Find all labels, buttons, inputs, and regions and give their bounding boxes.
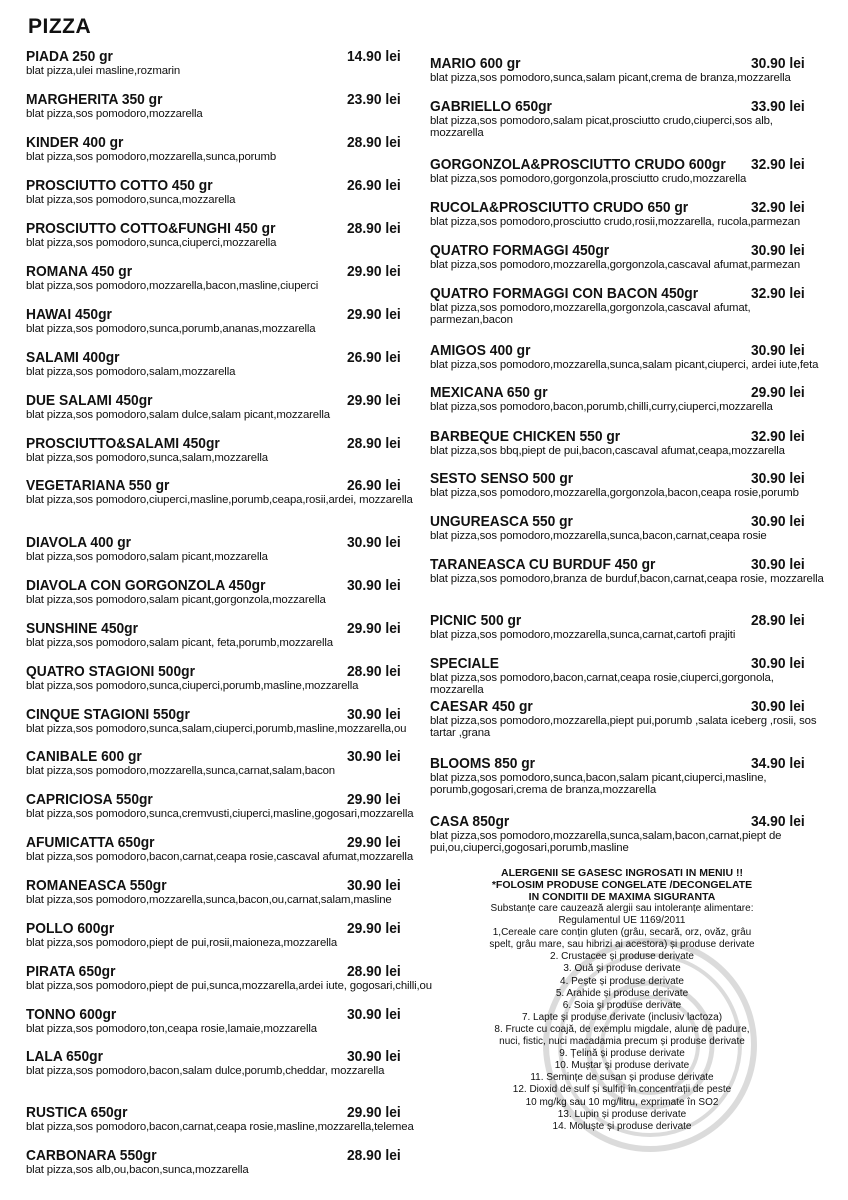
menu-item-price: 30.90 lei (347, 1048, 401, 1065)
menu-item-name: PROSCIUTTO COTTO&FUNGHI 450 gr (26, 220, 276, 237)
menu-item (26, 392, 446, 421)
menu-item-price: 30.90 lei (751, 242, 805, 259)
allergen-line: 4. Pește și produse derivate (560, 975, 684, 987)
menu-item-description: blat pizza,sos pomodoro,mozzarella,piept pui,porumb ,salata iceberg ,rosii, sos tartar ,grana (430, 715, 817, 739)
menu-item-description: blat pizza,sos pomodoro,bacon,porumb,chilli,curry,ciuperci,mozzarella (430, 401, 773, 413)
menu-item (26, 177, 446, 206)
menu-item-name: TONNO 600gr (26, 1006, 117, 1023)
menu-item-name: TARANEASCA CU BURDUF 450 gr (430, 556, 656, 573)
allergen-line: 3. Ouă și produse derivate (563, 963, 681, 975)
menu-item-price: 29.90 lei (347, 1104, 401, 1121)
menu-item-description: blat pizza,sos pomodoro,sunca,porumb,ananas,mozzarella (26, 323, 316, 335)
menu-item-name: LALA 650gr (26, 1048, 103, 1065)
menu-item (26, 477, 446, 506)
menu-item (26, 1006, 446, 1035)
menu-item (430, 98, 828, 139)
menu-item (430, 470, 828, 499)
menu-item-price: 29.90 lei (347, 920, 401, 937)
menu-item-price: 29.90 lei (347, 392, 401, 409)
menu-item (430, 755, 828, 796)
menu-item-description: blat pizza,sos pomodoro,mozzarella (26, 108, 203, 120)
menu-item (430, 655, 828, 696)
menu-item-price: 23.90 lei (347, 91, 401, 108)
menu-item-price: 29.90 lei (347, 791, 401, 808)
menu-item-price: 30.90 lei (751, 655, 805, 672)
menu-item-description: blat pizza,sos pomodoro,mozzarella,sunca,salam picant,ciuperci, ardei iute,feta (430, 359, 819, 371)
menu-item-price: 29.90 lei (347, 306, 401, 323)
menu-item-description: blat pizza,sos pomodoro,salam picant, feta,porumb,mozzarella (26, 637, 333, 649)
menu-item-description: blat pizza,sos pomodoro,ciuperci,masline,porumb,ceapa,rosii,ardei, mozzarella (26, 494, 413, 506)
menu-item-name: VEGETARIANA 550 gr (26, 477, 170, 494)
menu-item-description: blat pizza,sos pomodoro,sunca,salam picant,crema de branza,mozzarella (430, 72, 791, 84)
menu-item-name: AMIGOS 400 gr (430, 342, 531, 359)
menu-item (26, 349, 446, 378)
menu-item-description: blat pizza,sos pomodoro,salam picant,gorgonzola,mozzarella (26, 594, 326, 606)
menu-item-name: CINQUE STAGIONI 550gr (26, 706, 190, 723)
menu-item (26, 963, 446, 992)
menu-item-name: ROMANA 450 gr (26, 263, 133, 280)
menu-item-description: blat pizza,sos pomodoro,prosciutto crudo,rosii,mozzarella, rucola,parmezan (430, 216, 801, 228)
menu-item (430, 199, 828, 228)
menu-item (26, 1147, 446, 1176)
menu-item (26, 1104, 446, 1133)
menu-item-price: 29.90 lei (347, 263, 401, 280)
menu-item-description: blat pizza,sos pomodoro,bacon,carnat,ceapa rosie,masline,mozzarella,telemea (26, 1121, 414, 1133)
menu-item (26, 920, 446, 949)
menu-item-price: 14.90 lei (347, 48, 401, 65)
menu-item (430, 698, 828, 739)
menu-item-name: POLLO 600gr (26, 920, 115, 937)
menu-item-description: blat pizza,sos pomodoro,salam,mozzarella (26, 366, 236, 378)
menu-item (430, 556, 828, 585)
menu-item-name: SALAMI 400gr (26, 349, 120, 366)
menu-item-price: 28.90 lei (347, 963, 401, 980)
menu-item-price: 26.90 lei (347, 477, 401, 494)
menu-item-description: blat pizza,sos pomodoro,bacon,salam dulce,porumb,cheddar, mozzarella (26, 1065, 385, 1077)
menu-item-description: blat pizza,sos pomodoro,sunca,ciuperci,porumb,masline,mozzarella (26, 680, 359, 692)
menu-item-description: blat pizza,sos pomodoro,mozzarella,sunca,carnat,salam,bacon (26, 765, 335, 777)
menu-item (430, 384, 828, 413)
menu-item-name: PICNIC 500 gr (430, 612, 522, 629)
menu-item-name: HAWAI 450gr (26, 306, 112, 323)
menu-item-name: CASA 850gr (430, 813, 510, 830)
menu-item-price: 29.90 lei (347, 834, 401, 851)
allergen-line: nuci, fistic, nuci macadamia precum și produse derivate (499, 1036, 745, 1048)
menu-item-price: 30.90 lei (347, 706, 401, 723)
menu-item-name: PROSCIUTTO COTTO 450 gr (26, 177, 213, 194)
menu-item (430, 428, 828, 457)
menu-item-price: 30.90 lei (347, 748, 401, 765)
menu-item (26, 263, 446, 292)
menu-item (26, 48, 446, 77)
menu-item-price: 34.90 lei (751, 813, 805, 830)
menu-item-price: 30.90 lei (347, 534, 401, 551)
menu-item-name: SPECIALE (430, 655, 500, 672)
menu-item-name: DIAVOLA 400 gr (26, 534, 132, 551)
menu-item (430, 612, 828, 641)
menu-item-price: 30.90 lei (347, 577, 401, 594)
menu-item-description: blat pizza,sos pomodoro,mozzarella,sunca,bacon,ou,carnat,salam,masline (26, 894, 392, 906)
menu-item-name: KINDER 400 gr (26, 134, 124, 151)
allergen-notice (430, 867, 814, 1133)
menu-item-name: QUATRO FORMAGGI 450gr (430, 242, 610, 259)
menu-item (26, 306, 446, 335)
menu-item-name: DIAVOLA CON GORGONZOLA 450gr (26, 577, 266, 594)
menu-item-price: 32.90 lei (751, 285, 805, 302)
menu-item-description: blat pizza,sos pomodoro,bacon,carnat,ceapa rosie,cascaval afumat,mozzarella (26, 851, 414, 863)
menu-item-price: 30.90 lei (751, 556, 805, 573)
menu-item-description: blat pizza,sos bbq,piept de pui,bacon,cascaval afumat,ceapa,mozzarella (430, 445, 785, 457)
allergen-line: 9. Țelină și produse derivate (559, 1048, 685, 1060)
menu-item-price: 28.90 lei (347, 663, 401, 680)
menu-item-price: 30.90 lei (347, 1006, 401, 1023)
menu-item-description: blat pizza,sos pomodoro,mozzarella,sunca,bacon,carnat,ceapa rosie (430, 530, 767, 542)
menu-item (430, 513, 828, 542)
menu-item (26, 577, 446, 606)
menu-item-name: ROMANEASCA 550gr (26, 877, 167, 894)
allergen-line: 6. Soia și produse derivate (562, 999, 682, 1011)
allergen-line: 10 mg/kg sau 10 mg/litru, exprimate în SO2 (525, 1096, 719, 1108)
allergen-line: Substanțe care cauzează alergii sau intoleranțe alimentare: (490, 903, 754, 914)
menu-item (26, 663, 446, 692)
menu-item (26, 534, 446, 563)
menu-item-price: 30.90 lei (751, 698, 805, 715)
menu-item-name: UNGUREASCA 550 gr (430, 513, 573, 530)
menu-item-price: 28.90 lei (347, 220, 401, 237)
menu-item-name: BARBEQUE CHICKEN 550 gr (430, 428, 621, 445)
menu-item (26, 791, 446, 820)
menu-item-description: blat pizza,sos pomodoro,piept de pui,sunca,mozzarella,ardei iute, gogosari,chilli,ou (26, 980, 432, 992)
menu-item (26, 620, 446, 649)
allergen-line: Regulamentul UE 1169/2011 (558, 915, 686, 927)
allergen-line: 14. Moluște și produse derivate (552, 1120, 692, 1132)
menu-item (26, 1048, 446, 1077)
allergen-line: 10. Muștar și produse derivate (554, 1060, 690, 1072)
menu-item-name: PIRATA 650gr (26, 963, 116, 980)
allergen-line: 1,Cereale care conțin gluten (grâu, secară, orz, ovăz, grâu (492, 927, 752, 939)
menu-item-description: blat pizza,sos pomodoro,sunca,salam,mozzarella (26, 452, 268, 464)
menu-item-price: 30.90 lei (751, 470, 805, 487)
menu-item-price: 30.90 lei (751, 55, 805, 72)
menu-item-name: BLOOMS 850 gr (430, 755, 536, 772)
menu-item-price: 28.90 lei (347, 1147, 401, 1164)
menu-item (430, 55, 828, 84)
menu-item-name: AFUMICATTA 650gr (26, 834, 155, 851)
menu-item-description: blat pizza,sos pomodoro,mozzarella,sunca,carnat,cartofi prajiti (430, 629, 736, 641)
allergen-line: 12. Dioxid de sulf și sulfiți în concentrații de peste (512, 1084, 732, 1096)
menu-item-description: blat pizza,sos pomodoro,gorgonzola,prosciutto crudo,mozzarella (430, 173, 747, 185)
menu-item-name: SUNSHINE 450gr (26, 620, 138, 637)
menu-item (430, 242, 828, 271)
menu-item-name: GABRIELLO 650gr (430, 98, 552, 115)
menu-item-price: 26.90 lei (347, 177, 401, 194)
menu-item (26, 220, 446, 249)
menu-item-description: blat pizza,sos pomodoro,mozzarella,gorgonzola,bacon,ceapa rosie,porumb (430, 487, 799, 499)
menu-item-name: MARIO 600 gr (430, 55, 521, 72)
allergen-line: 13. Lupin și produse derivate (557, 1108, 687, 1120)
menu-item-description: blat pizza,sos pomodoro,salam picant,mozzarella (26, 551, 268, 563)
menu-item-description: blat pizza,sos pomodoro,branza de burduf,bacon,carnat,ceapa rosie, mozzarella (430, 573, 824, 585)
menu-item-price: 29.90 lei (751, 384, 805, 401)
allergen-line: 5. Arahide și produse derivate (555, 987, 689, 999)
menu-item-description: blat pizza,sos pomodoro,bacon,carnat,ceapa rosie,ciuperci,gorgonola, mozzarella (430, 672, 774, 696)
menu-item-description: blat pizza,sos pomodoro,piept de pui,rosii,maioneza,mozzarella (26, 937, 338, 949)
menu-item-price: 32.90 lei (751, 199, 805, 216)
menu-item-price: 26.90 lei (347, 349, 401, 366)
menu-item-description: blat pizza,sos pomodoro,mozzarella,sunca,salam,bacon,carnat,piept de pui,ou,ciuperci,gogosari,porumb,masline (430, 830, 782, 854)
menu-item-description: blat pizza,sos pomodoro,sunca,bacon,salam picant,ciuperci,masline, porumb,gogosari,crema de branza,mozzarella (430, 772, 767, 796)
menu-item-description: blat pizza,sos pomodoro,mozzarella,gorgonzola,cascaval afumat,parmezan (430, 259, 801, 271)
allergen-bold-line: ALERGENII SE GASESC INGROSATI IN MENIU !! (501, 867, 743, 879)
menu-item-price: 32.90 lei (751, 156, 805, 173)
menu-item-name: RUSTICA 650gr (26, 1104, 128, 1121)
menu-item-name: SESTO SENSO 500 gr (430, 470, 574, 487)
menu-item-name: PROSCIUTTO&SALAMI 450gr (26, 435, 220, 452)
allergen-line: 8. Fructe cu coajă, de exemplu migdale, alune de padure, (494, 1023, 750, 1035)
menu-item-price: 30.90 lei (751, 342, 805, 359)
menu-item-price: 33.90 lei (751, 98, 805, 115)
menu-item (26, 877, 446, 906)
allergen-line: spelt, grâu mare, sau hibrizi ai acestora) și produse derivate (489, 939, 755, 951)
allergen-bold-line: *FOLOSIM PRODUSE CONGELATE /DECONGELATE (491, 879, 753, 891)
menu-item-description: blat pizza,ulei masline,rozmarin (26, 65, 181, 77)
menu-item-name: GORGONZOLA&PROSCIUTTO CRUDO 600gr (430, 156, 726, 173)
menu-item (26, 706, 446, 735)
menu-item-description: blat pizza,sos pomodoro,mozzarella,gorgonzola,cascaval afumat, parmezan,bacon (430, 302, 751, 326)
menu-item-description: blat pizza,sos pomodoro,mozzarella,bacon,masline,ciuperci (26, 280, 319, 292)
menu-item-description: blat pizza,sos pomodoro,salam dulce,salam picant,mozzarella (26, 409, 330, 421)
menu-item (430, 813, 828, 854)
menu-item-price: 30.90 lei (347, 877, 401, 894)
menu-item-description: blat pizza,sos pomodoro,sunca,salam,ciuperci,porumb,masline,mozzarella,ou (26, 723, 407, 735)
menu-item-description: blat pizza,sos pomodoro,sunca,cremvusti,ciuperci,masline,gogosari,mozzarella (26, 808, 414, 820)
menu-item (26, 748, 446, 777)
menu-item (430, 285, 828, 326)
allergen-bold-line: IN CONDITII DE MAXIMA SIGURANTA (528, 891, 716, 903)
menu-item-description: blat pizza,sos pomodoro,sunca,mozzarella (26, 194, 236, 206)
menu-item-name: CANIBALE 600 gr (26, 748, 142, 765)
menu-item-price: 30.90 lei (751, 513, 805, 530)
menu-item-price: 34.90 lei (751, 755, 805, 772)
menu-item-name: CAPRICIOSA 550gr (26, 791, 153, 808)
menu-item-name: PIADA 250 gr (26, 48, 113, 65)
menu-item-description: blat pizza,sos pomodoro,mozzarella,sunca,porumb (26, 151, 277, 163)
menu-item (26, 435, 446, 464)
menu-item-description: blat pizza,sos pomodoro,sunca,ciuperci,mozzarella (26, 237, 277, 249)
menu-item (430, 156, 828, 185)
menu-item-description: blat pizza,sos alb,ou,bacon,sunca,mozzarella (26, 1164, 249, 1176)
allergen-line: 2. Crustacee și produse derivate (550, 951, 694, 963)
menu-item (26, 91, 446, 120)
menu-item-name: CAESAR 450 gr (430, 698, 533, 715)
allergen-line: 11. Semințe de susan și produse derivate (530, 1072, 714, 1084)
menu-item-name: QUATRO STAGIONI 500gr (26, 663, 195, 680)
menu-item-description: blat pizza,sos pomodoro,ton,ceapa rosie,lamaie,mozzarella (26, 1023, 317, 1035)
menu-item-price: 28.90 lei (347, 134, 401, 151)
allergen-line: 7. Lapte și produse derivate (inclusiv lactoza) (521, 1011, 723, 1023)
menu-item-name: MEXICANA 650 gr (430, 384, 548, 401)
menu-item-price: 28.90 lei (751, 612, 805, 629)
menu-item-price: 32.90 lei (751, 428, 805, 445)
menu-item-name: CARBONARA 550gr (26, 1147, 157, 1164)
menu-item (26, 134, 446, 163)
menu-item-description: blat pizza,sos pomodoro,salam picat,prosciutto crudo,ciuperci,sos alb, mozzarella (430, 115, 773, 139)
menu-item-price: 29.90 lei (347, 620, 401, 637)
menu-item (430, 342, 828, 371)
menu-item-name: DUE SALAMI 450gr (26, 392, 153, 409)
menu-item-name: MARGHERITA 350 gr (26, 91, 163, 108)
menu-item-name: RUCOLA&PROSCIUTTO CRUDO 650 gr (430, 199, 689, 216)
menu-item-name: QUATRO FORMAGGI CON BACON 450gr (430, 285, 699, 302)
menu-item-price: 28.90 lei (347, 435, 401, 452)
menu-item (26, 834, 446, 863)
page-title: PIZZA (28, 15, 92, 38)
